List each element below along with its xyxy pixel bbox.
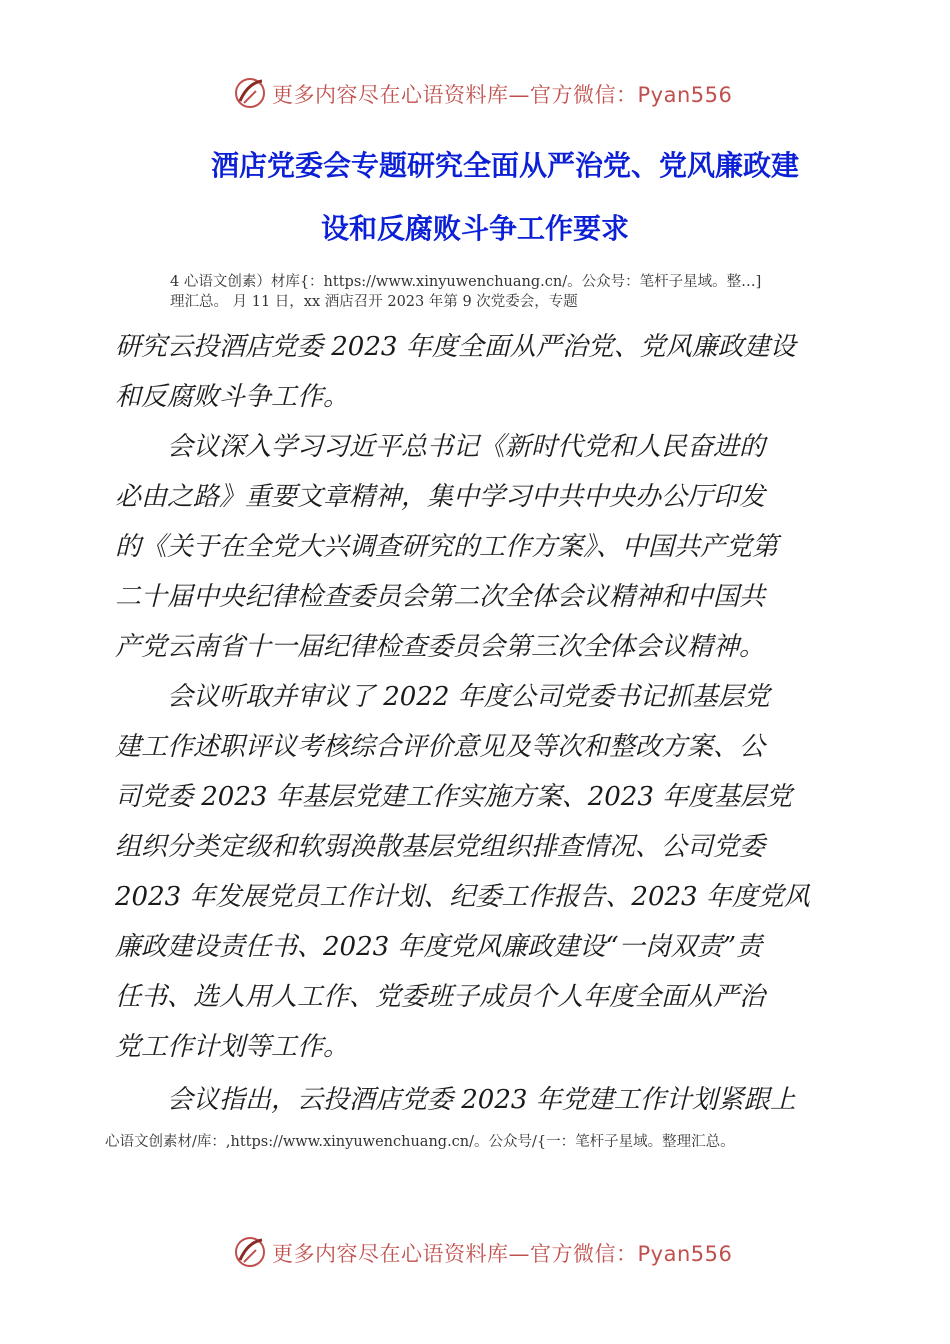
bottom-banner <box>0 1232 950 1272</box>
header-note-line-2: 理汇总。 月 11 日，xx 酒店召开 2023 年第 9 次党委会，专题 <box>170 294 578 310</box>
body-line: 任书、选人用人工作、党委班子成员个人年度全面从严治 <box>115 982 766 1012</box>
body-line: 产党云南省十一届纪律检查委员会第三次全体会议精神。 <box>115 632 766 662</box>
body-line: 会议听取并审议了 2022 年度公司党委书记抓基层党 <box>115 682 770 712</box>
banner-text: 更多内容尽在心语资料库—官方微信：Pyan556 <box>272 83 733 107</box>
body-line: 组织分类定级和软弱涣散基层党组织排查情况、公司党委 <box>115 832 766 862</box>
body-line: 建工作述职评议考核综合评价意见及等次和整改方案、公 <box>115 732 766 762</box>
logo-icon <box>232 1234 268 1270</box>
body-line: 会议指出，云投酒店党委 2023 年党建工作计划紧跟上 <box>115 1085 796 1115</box>
body-line: 党工作计划等工作。 <box>115 1032 350 1062</box>
body-line: 和反腐败斗争工作。 <box>115 382 350 412</box>
document-title-line-1: 酒店党委会专题研究全面从严治党、党风廉政建 <box>210 149 799 182</box>
banner-text: 更多内容尽在心语资料库—官方微信：Pyan556 <box>272 1242 733 1266</box>
body-line: 廉政建设责任书、2023 年度党风廉政建设“一岗双责”责 <box>115 932 763 962</box>
body-line: 司党委 2023 年基层党建工作实施方案、2023 年度基层党 <box>115 782 793 812</box>
body-line: 2023 年发展党员工作计划、纪委工作报告、2023 年度党风 <box>115 882 810 912</box>
header-note-line-1: 4 心语文创素）材库{：https://www.xinyuwenchuang.cn/。公众号：笔杆子星域。整…] <box>170 274 762 290</box>
footer-note: 心语文创素材/库：,https://www.xinyuwenchuang.cn/。公众号/{一：笔杆子星域。整理汇总。 <box>105 1134 735 1150</box>
body-line: 必由之路》重要文章精神，集中学习中共中央办公厅印发 <box>115 482 766 512</box>
body-line: 的《关于在全党大兴调查研究的工作方案》、中国共产党第 <box>115 532 779 562</box>
body-line: 会议深入学习习近平总书记《新时代党和人民奋进的 <box>115 432 766 462</box>
body-line: 二十届中央纪律检查委员会第二次全体会议精神和中国共 <box>115 582 766 612</box>
body-line: 研究云投酒店党委 2023 年度全面从严治党、党风廉政建设 <box>115 332 796 362</box>
logo-icon <box>232 75 268 111</box>
top-banner <box>0 73 950 113</box>
document-title-line-2: 设和反腐败斗争工作要求 <box>320 212 629 245</box>
